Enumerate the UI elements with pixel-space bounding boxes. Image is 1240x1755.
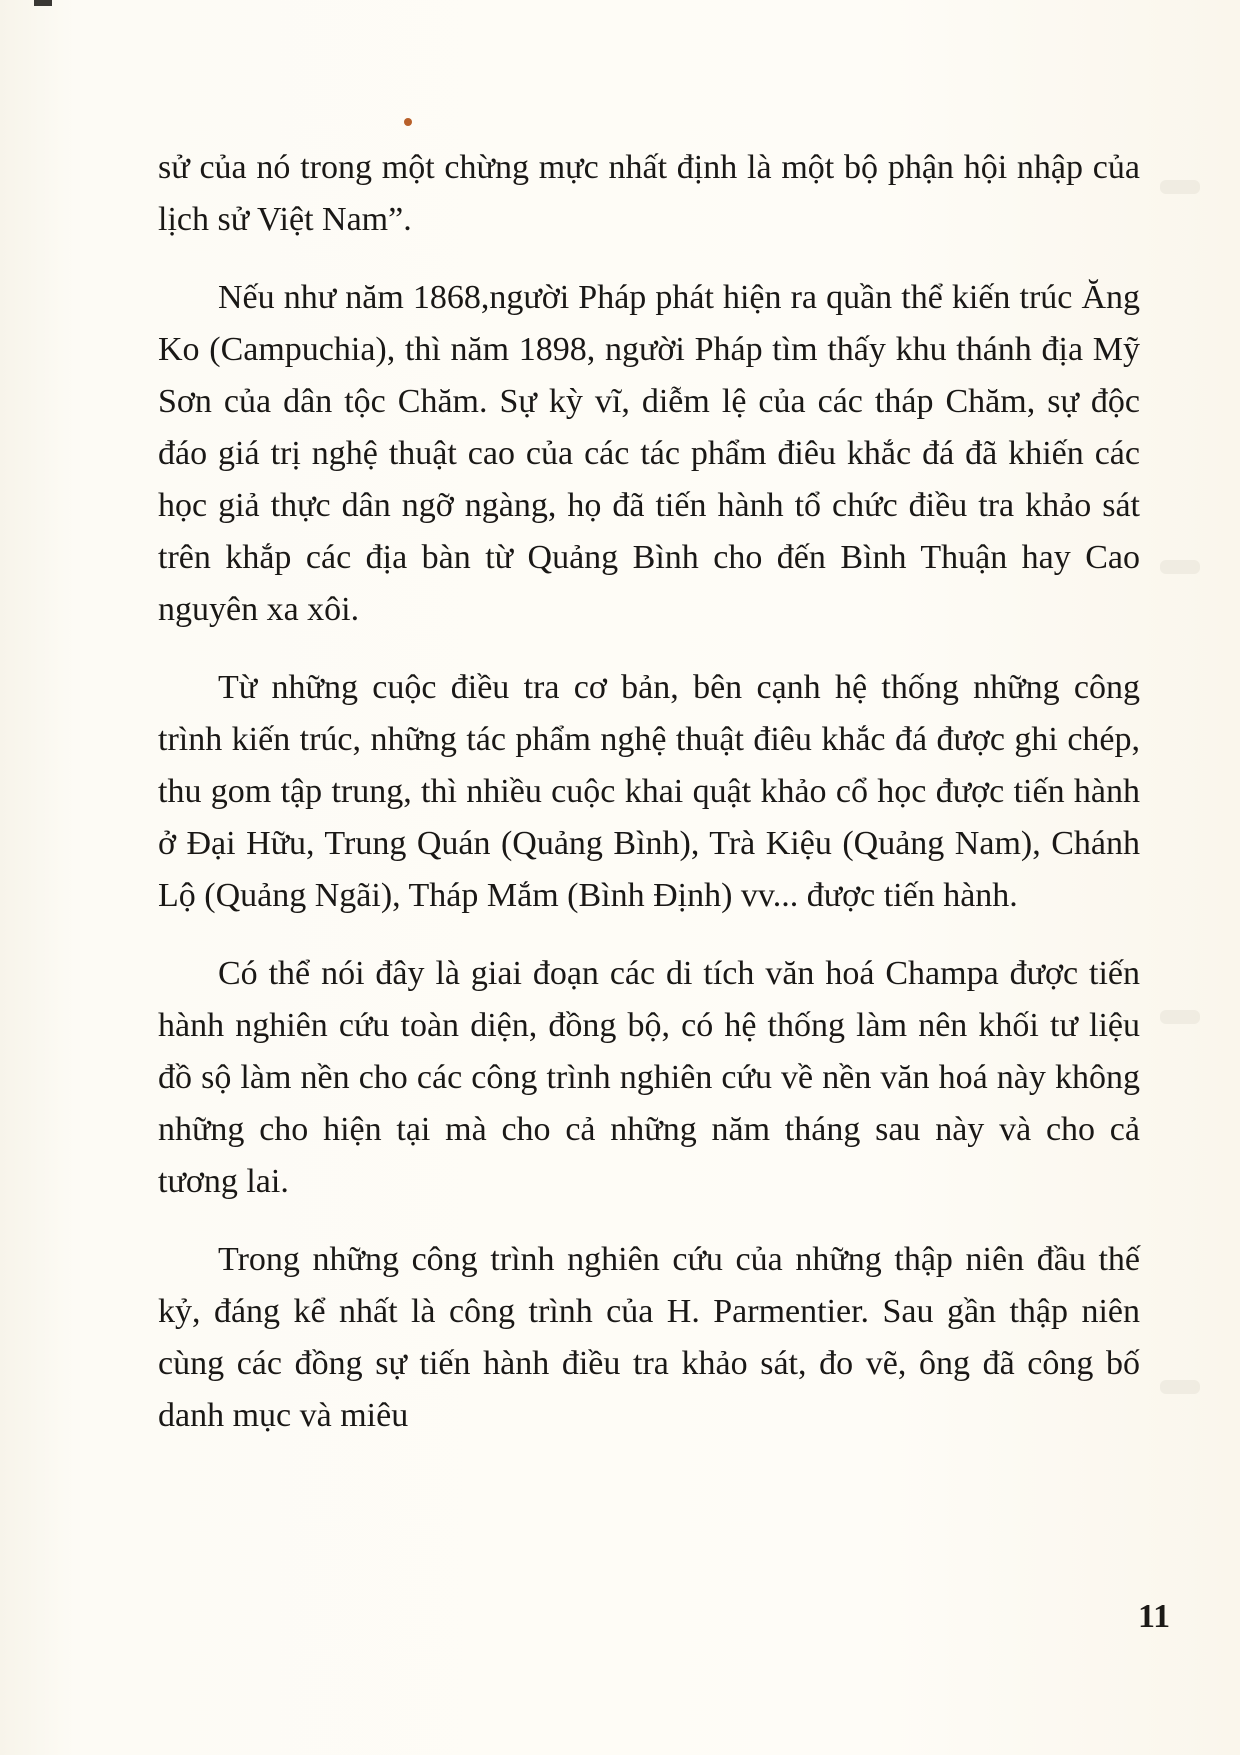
page-number: 11 [1138,1598,1171,1635]
paragraph-1: sử của nó trong một chừng mực nhất định là một bộ phận hội nhập của lịch sử Việt Nam”. [158,149,1140,238]
body-text [158,142,1140,1442]
bleed-through-mark [1160,180,1200,194]
paragraph-3: Từ những cuộc điều tra cơ bản, bên cạnh hệ thống những công trình kiến trúc, những tác phẩm nghệ thuật điêu khắc đá được ghi chép, thu gom tập trung, thì nhiều cuộc khai quật khảo cổ học được tiến hành ở Đại Hữu, Trung Quán (Quảng Bình), Trà Kiệu (Quảng Nam), Chánh Lộ (Quảng Ngãi), Tháp Mắm (Bình Định) vv... được tiến hành. [158,669,1140,914]
paragraph-5: Trong những công trình nghiên cứu của những thập niên đầu thế kỷ, đáng kể nhất là công trình của H. Parmentier. Sau gần thập niên cùng các đồng sự tiến hành điều tra khảo sát, đo vẽ, ông đã công bố danh mục và miêu [158,1241,1140,1434]
bleed-through-mark [1160,1010,1200,1024]
paragraph-4: Có thể nói đây là giai đoạn các di tích văn hoá Champa được tiến hành nghiên cứu toàn diện, đồng bộ, có hệ thống làm nên khối tư liệu đồ sộ làm nền cho các công trình nghiên cứu về nền văn hoá này không những cho hiện tại mà cho cả những năm tháng sau này và cho cả tương lai. [158,955,1140,1200]
bleed-through-mark [1160,560,1200,574]
scan-corner-mark [34,0,52,6]
bleed-through-mark [1160,1380,1200,1394]
paragraph-2: Nếu như năm 1868,người Pháp phát hiện ra quần thể kiến trúc Ăng Ko (Campuchia), thì năm 1898, người Pháp tìm thấy khu thánh địa Mỹ Sơn của dân tộc Chăm. Sự kỳ vĩ, diễm lệ của các tháp Chăm, sự độc đáo giá trị nghệ thuật cao của các tác phẩm điêu khắc đá đã khiến các học giả thực dân ngỡ ngàng, họ đã tiến hành tổ chức điều tra khảo sát trên khắp các địa bàn từ Quảng Bình cho đến Bình Thuận hay Cao nguyên xa xôi. [158,279,1140,628]
ink-dot [404,118,412,126]
